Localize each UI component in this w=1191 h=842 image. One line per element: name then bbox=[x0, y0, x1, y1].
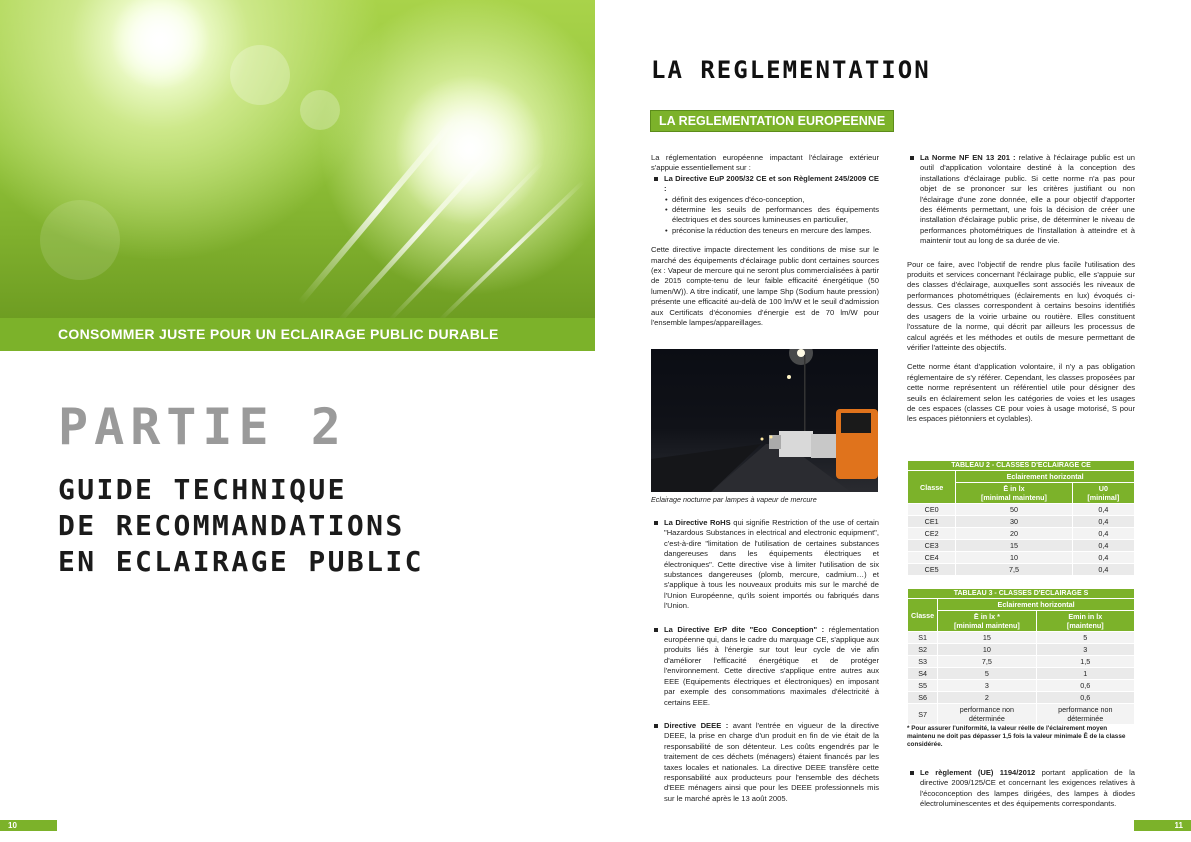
table-cell: 50 bbox=[956, 504, 1072, 516]
erp-heading: La Directive ErP dite "Eco Conception" : bbox=[664, 624, 825, 634]
header-line: Ē in lx * bbox=[973, 612, 1000, 621]
guide-line: DE RECOMMANDATIONS bbox=[58, 509, 405, 542]
table-cell: CE0 bbox=[908, 504, 956, 516]
column-header bbox=[1072, 483, 1134, 504]
table-title: TABLEAU 2 - CLASSES D'ECLAIRAGE CE bbox=[908, 461, 1135, 471]
table-row bbox=[908, 680, 1135, 692]
table-footnote: * Pour assurer l'uniformité, la valeur réelle de l'éclairement moyen maintenu ne doit pas dépasser 1,5 fois la valeur minimale Ē de la classe considérée. bbox=[907, 725, 1126, 749]
street-illustration bbox=[651, 349, 878, 492]
lens-flare bbox=[230, 45, 290, 105]
list-item: • préconise la réduction des teneurs en mercure des lampes. bbox=[664, 226, 879, 236]
table-cell: 5 bbox=[1036, 632, 1134, 644]
list-item: • définit des exigences d'éco-conception, bbox=[664, 195, 879, 205]
text-column-2b bbox=[907, 768, 1135, 819]
section-subheading: LA REGLEMENTATION EUROPEENNE bbox=[650, 110, 894, 132]
erp-text: réglementation européenne qui, dans le cadre du marquage CE, s'applique aux produits liés à l'énergie sur tout leur cycle de vie afin d'améliorer l'efficacité énergétique et de protéger l'environnement. Cette directive s'applique entre autres aux EEE (Equipements électriques et électroniques) en imposant par exemple des consommations maximales d'électricité à certains EEE. bbox=[664, 624, 879, 707]
table-cell: 15 bbox=[938, 632, 1036, 644]
table-cell: CE2 bbox=[908, 528, 956, 540]
guide-line: EN ECLAIRAGE PUBLIC bbox=[58, 545, 424, 578]
bullet-eup bbox=[651, 174, 879, 236]
table-cell: 15 bbox=[956, 540, 1072, 552]
guide-title bbox=[58, 472, 424, 580]
header-line: Emin in lx bbox=[1068, 612, 1103, 621]
table-cell: CE3 bbox=[908, 540, 956, 552]
header-line: [maintenu] bbox=[1066, 621, 1104, 630]
night-street-photo bbox=[651, 349, 878, 492]
table-row bbox=[908, 632, 1135, 644]
bullet-nf bbox=[907, 153, 1135, 247]
column-header bbox=[1036, 611, 1134, 632]
table-cell: S2 bbox=[908, 644, 938, 656]
table-cell: 3 bbox=[1036, 644, 1134, 656]
list-item: • détermine les seuils de performances des équipements électriques et des sources lumineuses en particulier, bbox=[664, 205, 879, 226]
lens-flare bbox=[300, 90, 340, 130]
column-header: Classe bbox=[908, 599, 938, 632]
lens-flare bbox=[395, 75, 545, 225]
table-cell: 10 bbox=[938, 644, 1036, 656]
table-cell: S6 bbox=[908, 692, 938, 704]
column-header: Classe bbox=[908, 471, 956, 504]
intro-paragraph: La réglementation européenne impactant l'éclairage extérieur s'appuie essentiellement sur : bbox=[651, 153, 879, 173]
deee-text: avant l'entrée en vigueur de la directive DEEE, la prise en charge d'un produit en fin de vie était de la responsabilité de son détenteur. Les coûts engendrés par le traitement de ces déchets (ménagers) étaient financés par les taxes locales et nationales. La directive DEEE transfère cette responsabilité aux producteurs pour l'ensemble des déchets d'EEE ménagers ainsi que pour les DEEE professionnels mis sur le marché après le 13 août 2005. bbox=[664, 720, 880, 803]
table-cell: S7 bbox=[908, 704, 938, 725]
bullet-deee bbox=[651, 721, 879, 804]
nf-heading: La Norme NF EN 13 201 : bbox=[920, 153, 1016, 162]
table-cell: 30 bbox=[956, 516, 1072, 528]
table-cell: 5 bbox=[938, 668, 1036, 680]
table-cell: 10 bbox=[956, 552, 1072, 564]
partie-title: PARTIE 2 bbox=[58, 398, 347, 456]
hero-image bbox=[0, 0, 595, 318]
band-title: CONSOMMER JUSTE POUR UN ECLAIRAGE PUBLIC DURABLE bbox=[58, 326, 499, 342]
reglement-text: portant application de la directive 2009/125/CE et concernant les exigences relatives à l'écoconception des lampes dirigées, des lampes à diodes électroluminescentes et des équipements correspondants. bbox=[920, 768, 1135, 809]
table-cell: 0,4 bbox=[1072, 552, 1134, 564]
table-cell: 0,4 bbox=[1072, 504, 1134, 516]
page-title: LA REGLEMENTATION bbox=[651, 56, 931, 84]
column-group-header: Eclairement horizontal bbox=[956, 471, 1135, 483]
table-row bbox=[908, 564, 1135, 576]
table-cell: CE5 bbox=[908, 564, 956, 576]
table-cell: 0,4 bbox=[1072, 564, 1134, 576]
table-cell: 0,6 bbox=[1036, 692, 1134, 704]
rohs-text: qui signifie Restriction of the use of certain "Hazardous Substances in electrical and electronic equipment", c'est-à-dire "limitation de l'utilisation de certaines substances dangereuses dans les équipements électriques et électroniques". Cette directive vise à limiter l'utilisation de six substances dangereuses (plomb, mercure, cadmium…) et s'applique à tous les nouveaux produits mis sur le marché de l'Union Européenne, qu'ils soient importés ou fabriqués dans l'Union. bbox=[664, 518, 879, 611]
norme-paragraph: Cette norme étant d'application volontaire, il n'y a pas obligation réglementaire de s'y référer. Cependant, les classes proposées par cette norme représentent un référentiel utile pour désigner des seuils en éclairement selon les catégories de voies et les usages de ces espaces (classes CE pour voies à usage motorisé, S pour les espaces piétonniers et cyclables). bbox=[907, 362, 1135, 424]
table-s bbox=[907, 588, 1135, 725]
header-line: Ē in lx bbox=[1003, 484, 1025, 493]
table-row bbox=[908, 692, 1135, 704]
table-cell: 1,5 bbox=[1036, 656, 1134, 668]
photo-caption: Eclairage nocturne par lampes à vapeur de mercure bbox=[651, 495, 817, 504]
header-line: U0 bbox=[1098, 484, 1108, 493]
bullet-rohs bbox=[651, 518, 879, 612]
text-column-1b bbox=[651, 518, 879, 813]
table-cell: CE4 bbox=[908, 552, 956, 564]
table-cell: performance non déterminée bbox=[1036, 704, 1134, 725]
guide-line: GUIDE TECHNIQUE bbox=[58, 473, 347, 506]
table-cell: 0,4 bbox=[1072, 516, 1134, 528]
column-group-header: Eclairement horizontal bbox=[938, 599, 1135, 611]
directive-paragraph: Cette directive impacte directement les conditions de mise sur le marché des équipements d'éclairage public dont certaines sources (ex : Vapeur de mercure qui ne seront plus commercialisées à partir de 2015 compte-tenu de leur faible efficacité énergétique (50 lumen/W)). A titre indicatif, une lampe Shp (Sodium haute pression) présente une efficacité au-delà de 100 lm/W et le seuil d'admission aux Certificats d'économies d'énergie est de 70 lm/W pour l'ensemble lampes/appareillages. bbox=[651, 245, 879, 328]
table-cell: 0,4 bbox=[1072, 540, 1134, 552]
table-row bbox=[908, 516, 1135, 528]
lens-flare bbox=[40, 200, 120, 280]
table-title: TABLEAU 3 - CLASSES D'ECLAIRAGE S bbox=[908, 589, 1135, 599]
nf-text: relative à l'éclairage public est un outil d'application volontaire destiné à la conception des installations d'éclairage public. Si cette norme n'a pas pour objet de se prononcer sur les critères justifiant ou non l'éclairage d'une zone donnée, elle a pour objectif d'apporter des éléments permettant, une fois la décision de créer une installation d'éclairage public prise, de déterminer le niveau de performances photométriques de l'installation à atteindre et à maintenir tout au long de sa durée de vie. bbox=[920, 153, 1135, 246]
table-ce bbox=[907, 460, 1135, 576]
table-body bbox=[908, 504, 1135, 576]
rohs-heading: La Directive RoHS bbox=[664, 518, 731, 527]
table-cell: performance non déterminée bbox=[938, 704, 1036, 725]
table-row bbox=[908, 528, 1135, 540]
column-header bbox=[938, 611, 1036, 632]
table-cell: 2 bbox=[938, 692, 1036, 704]
table-body bbox=[908, 632, 1135, 725]
bullet-erp bbox=[651, 625, 879, 708]
table-row bbox=[908, 656, 1135, 668]
section-band bbox=[0, 318, 595, 351]
table-cell: 0,6 bbox=[1036, 680, 1134, 692]
header-line: [minimal] bbox=[1087, 493, 1120, 502]
eup-heading: La Directive EuP 2005/32 CE et son Règlement 245/2009 CE : bbox=[664, 173, 879, 194]
table-cell: S1 bbox=[908, 632, 938, 644]
header-line: [minimal maintenu] bbox=[953, 621, 1020, 630]
table-cell: 0,4 bbox=[1072, 528, 1134, 540]
table-row bbox=[908, 552, 1135, 564]
table-row bbox=[908, 504, 1135, 516]
table-row bbox=[908, 668, 1135, 680]
table-cell: S5 bbox=[908, 680, 938, 692]
table-cell: S3 bbox=[908, 656, 938, 668]
table-row bbox=[908, 704, 1135, 725]
table-cell: 3 bbox=[938, 680, 1036, 692]
bullet-reglement bbox=[907, 768, 1135, 810]
table-cell: 1 bbox=[1036, 668, 1134, 680]
table-row bbox=[908, 540, 1135, 552]
classes-paragraph: Pour ce faire, avec l'objectif de rendre plus facile l'utilisation des produits et services concernant l'éclairage public, elle s'appuie sur des classes d'éclairage, auxquelles sont associés les niveaux de performances photométriques (éclairements en lux) évoqués ci-dessus. Ces classes correspondent à certains besoins identifiés des usagers de la voirie urbaine ou routière. Elles constituent l'ossature de la norme, qui décrit par ailleurs les processus de calcul agréés et les méthodes et outils de mesure permettant de vérifier l'atteinte des objectifs. bbox=[907, 259, 1135, 352]
page-number-right: 11 bbox=[1134, 820, 1191, 831]
column-header bbox=[956, 483, 1072, 504]
header-line: [minimal maintenu] bbox=[981, 493, 1047, 502]
table-cell: 7,5 bbox=[956, 564, 1072, 576]
table-row bbox=[908, 644, 1135, 656]
table-cell: 7,5 bbox=[938, 656, 1036, 668]
table-cell: 20 bbox=[956, 528, 1072, 540]
table-cell: CE1 bbox=[908, 516, 956, 528]
text-column-2 bbox=[907, 153, 1135, 434]
lens-flare bbox=[110, 0, 210, 90]
reglement-heading: Le règlement (UE) 1194/2012 bbox=[920, 768, 1036, 777]
table-cell: S4 bbox=[908, 668, 938, 680]
deee-heading: Directive DEEE : bbox=[664, 720, 729, 730]
eup-list bbox=[664, 195, 879, 237]
text-column-1 bbox=[651, 153, 879, 338]
page-number-left: 10 bbox=[0, 820, 57, 831]
